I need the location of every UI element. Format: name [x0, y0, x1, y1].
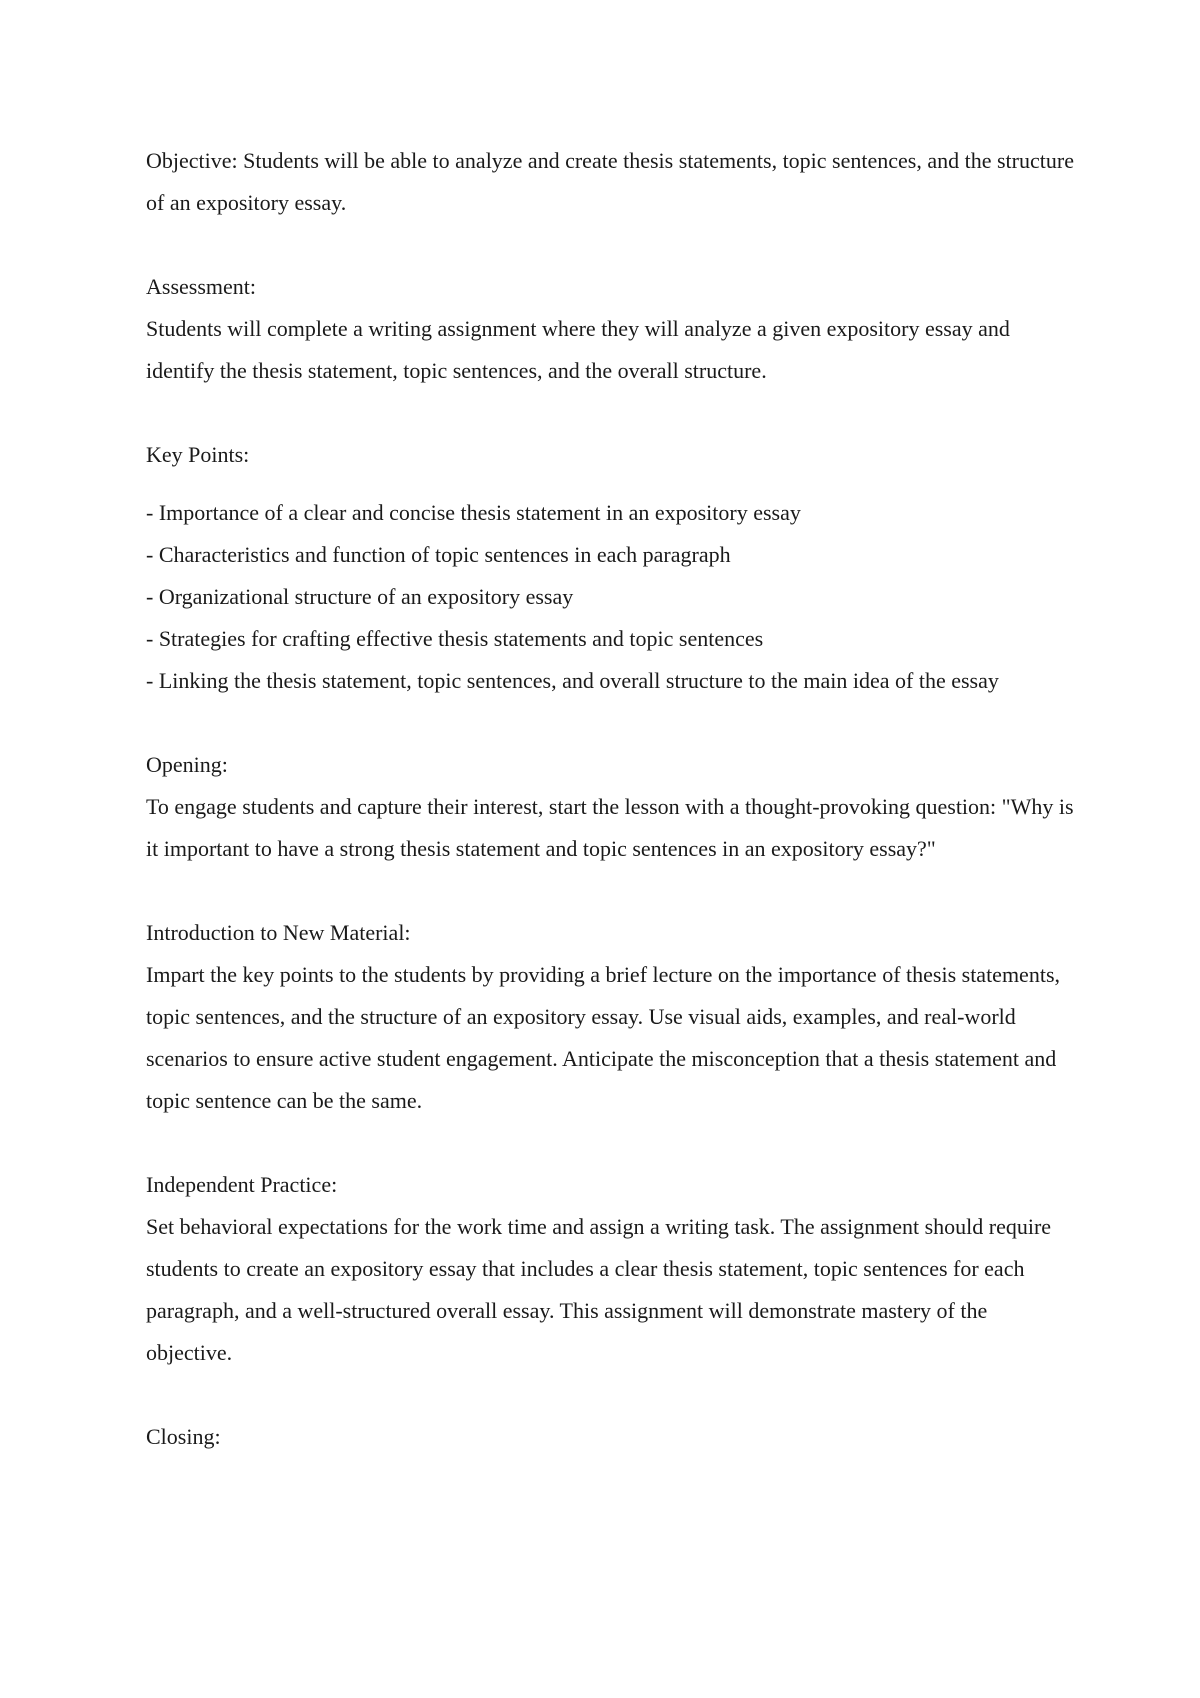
spacer [146, 392, 1076, 434]
independent-practice-section [146, 1164, 1076, 1374]
key-points-heading: Key Points: [146, 442, 250, 467]
objective-section [146, 140, 1076, 224]
spacer [146, 702, 1076, 744]
document-content [146, 140, 1076, 1458]
closing-heading: Closing: [146, 1424, 221, 1449]
key-point-item: - Importance of a clear and concise thesis statement in an expository essay [146, 500, 801, 525]
independent-practice-body: Set behavioral expectations for the work time and assign a writing task. The assignment should require students to create an expository essay that includes a clear thesis statement, topic sentences for each paragraph, and a well-structured overall essay. This assignment will demonstrate mastery of the objective. [146, 1214, 1052, 1365]
key-point-item: - Strategies for crafting effective thesis statements and topic sentences [146, 626, 764, 651]
spacer [146, 870, 1076, 912]
assessment-section [146, 266, 1076, 392]
introduction-section [146, 912, 1076, 1122]
spacer [146, 1374, 1076, 1416]
key-point-item: - Organizational structure of an expository essay [146, 584, 574, 609]
assessment-heading: Assessment: [146, 274, 256, 299]
key-point-item: - Characteristics and function of topic sentences in each paragraph [146, 542, 731, 567]
opening-heading: Opening: [146, 752, 228, 777]
assessment-body: Students will complete a writing assignment where they will analyze a given expository essay and identify the thesis statement, topic sentences, and the overall structure. [146, 316, 1010, 383]
independent-practice-heading: Independent Practice: [146, 1172, 338, 1197]
key-point-item: - Linking the thesis statement, topic sentences, and overall structure to the main idea of the essay [146, 668, 999, 693]
introduction-heading: Introduction to New Material: [146, 920, 411, 945]
closing-section [146, 1416, 1076, 1458]
spacer [146, 476, 1076, 492]
spacer [146, 1122, 1076, 1164]
introduction-body: Impart the key points to the students by providing a brief lecture on the importance of thesis statements, topic sentences, and the structure of an expository essay. Use visual aids, examples, and real-world scenarios to ensure active student engagement. Anticipate the misconception that a thesis statement and topic sentence can be the same. [146, 962, 1060, 1113]
opening-section [146, 744, 1076, 870]
key-points-section [146, 434, 1076, 702]
opening-body: To engage students and capture their interest, start the lesson with a thought-provoking question: "Why is it important to have a strong thesis statement and topic sentences in an expository essay?" [146, 794, 1074, 861]
objective-text: Objective: Students will be able to analyze and create thesis statements, topic sentences, and the structure of an expository essay. [146, 148, 1074, 215]
spacer [146, 224, 1076, 266]
